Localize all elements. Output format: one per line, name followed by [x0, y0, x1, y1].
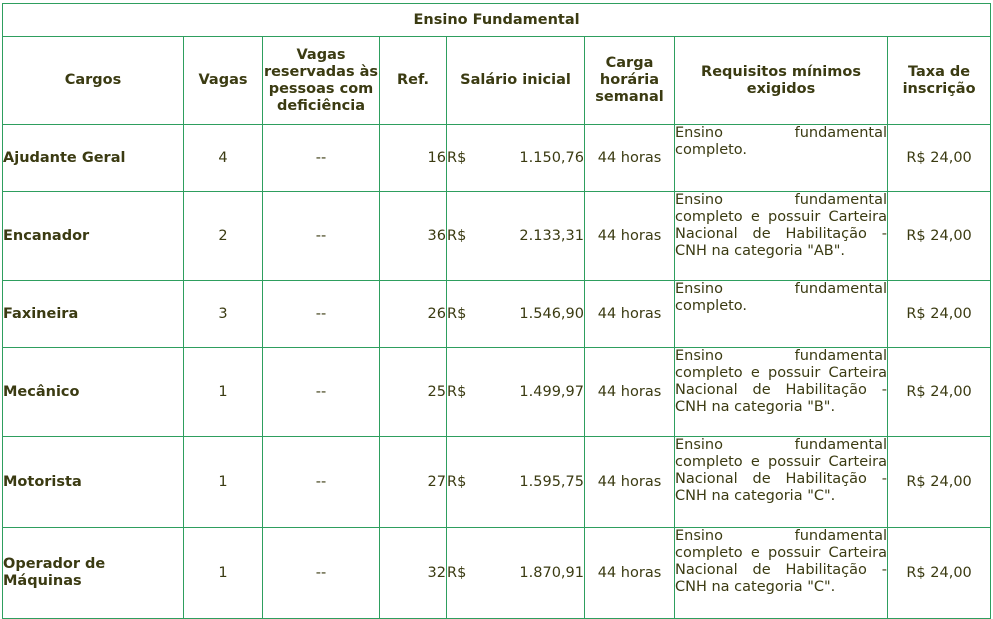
cell-taxa: R$ 24,00 — [888, 348, 991, 437]
cell-cargo: Operador de Máquinas — [3, 528, 184, 619]
cell-taxa: R$ 24,00 — [888, 281, 991, 348]
header-cargos: Cargos — [3, 37, 184, 125]
currency-symbol: R$ — [447, 564, 467, 581]
cell-ref: 25 — [380, 348, 447, 437]
cell-cargo: Motorista — [3, 437, 184, 528]
cell-ref: 16 — [380, 125, 447, 192]
header-vagas: Vagas — [184, 37, 263, 125]
salary-value: 1.595,75 — [519, 473, 584, 490]
cell-carga-horaria: 44 horas — [585, 192, 675, 281]
cell-taxa: R$ 24,00 — [888, 125, 991, 192]
table-body — [3, 125, 991, 619]
cell-vagas: 3 — [184, 281, 263, 348]
cell-vagas-reservadas: -- — [263, 192, 380, 281]
cell-vagas-reservadas: -- — [263, 281, 380, 348]
cell-carga-horaria: 44 horas — [585, 348, 675, 437]
cell-salario — [447, 348, 585, 437]
cell-vagas-reservadas: -- — [263, 437, 380, 528]
cell-salario — [447, 125, 585, 192]
cell-cargo: Ajudante Geral — [3, 125, 184, 192]
cell-cargo: Faxineira — [3, 281, 184, 348]
cell-taxa: R$ 24,00 — [888, 528, 991, 619]
cell-vagas: 1 — [184, 437, 263, 528]
table-title: Ensino Fundamental — [3, 4, 991, 37]
cell-vagas: 1 — [184, 528, 263, 619]
cell-carga-horaria: 44 horas — [585, 437, 675, 528]
salary-value: 1.499,97 — [519, 383, 584, 400]
cell-cargo: Encanador — [3, 192, 184, 281]
header-ref: Ref. — [380, 37, 447, 125]
cell-taxa: R$ 24,00 — [888, 192, 991, 281]
cell-carga-horaria: 44 horas — [585, 528, 675, 619]
cell-ref: 32 — [380, 528, 447, 619]
cell-salario — [447, 437, 585, 528]
currency-symbol: R$ — [447, 305, 467, 322]
cell-ref: 36 — [380, 192, 447, 281]
cell-salario — [447, 281, 585, 348]
table-row — [3, 348, 991, 437]
header-taxa: Taxa de inscrição — [888, 37, 991, 125]
currency-symbol: R$ — [447, 383, 467, 400]
table-row — [3, 528, 991, 619]
cell-vagas-reservadas: -- — [263, 125, 380, 192]
table-row — [3, 125, 991, 192]
cell-requisitos: Ensino fundamental completo. — [675, 281, 888, 348]
cell-carga-horaria: 44 horas — [585, 281, 675, 348]
cell-vagas-reservadas: -- — [263, 348, 380, 437]
cell-requisitos: Ensino fundamental completo e possuir Carteira Nacional de Habilitação - CNH na categoria "AB". — [675, 192, 888, 281]
salary-value: 1.870,91 — [519, 564, 584, 581]
cell-requisitos: Ensino fundamental completo e possuir Carteira Nacional de Habilitação - CNH na categoria "B". — [675, 348, 888, 437]
cell-vagas: 2 — [184, 192, 263, 281]
cell-ref: 26 — [380, 281, 447, 348]
cell-cargo: Mecânico — [3, 348, 184, 437]
salary-value: 1.546,90 — [519, 305, 584, 322]
cell-vagas: 4 — [184, 125, 263, 192]
jobs-table — [2, 3, 991, 619]
header-vagas-reservadas: Vagas reservadas às pessoas com deficiência — [263, 37, 380, 125]
table-row — [3, 281, 991, 348]
cell-vagas: 1 — [184, 348, 263, 437]
cell-ref: 27 — [380, 437, 447, 528]
table-row — [3, 437, 991, 528]
currency-symbol: R$ — [447, 473, 467, 490]
table-header-row — [3, 37, 991, 125]
cell-taxa: R$ 24,00 — [888, 437, 991, 528]
cell-requisitos: Ensino fundamental completo e possuir Carteira Nacional de Habilitação - CNH na categoria "C". — [675, 528, 888, 619]
salary-value: 2.133,31 — [519, 227, 584, 244]
cell-requisitos: Ensino fundamental completo e possuir Carteira Nacional de Habilitação - CNH na categoria "C". — [675, 437, 888, 528]
currency-symbol: R$ — [447, 227, 467, 244]
table-row — [3, 192, 991, 281]
cell-vagas-reservadas: -- — [263, 528, 380, 619]
salary-value: 1.150,76 — [519, 149, 584, 166]
cell-salario — [447, 192, 585, 281]
header-salario: Salário inicial — [447, 37, 585, 125]
header-carga-horaria: Carga horária semanal — [585, 37, 675, 125]
header-requisitos: Requisitos mínimos exigidos — [675, 37, 888, 125]
cell-carga-horaria: 44 horas — [585, 125, 675, 192]
cell-requisitos: Ensino fundamental completo. — [675, 125, 888, 192]
cell-salario — [447, 528, 585, 619]
currency-symbol: R$ — [447, 149, 467, 166]
